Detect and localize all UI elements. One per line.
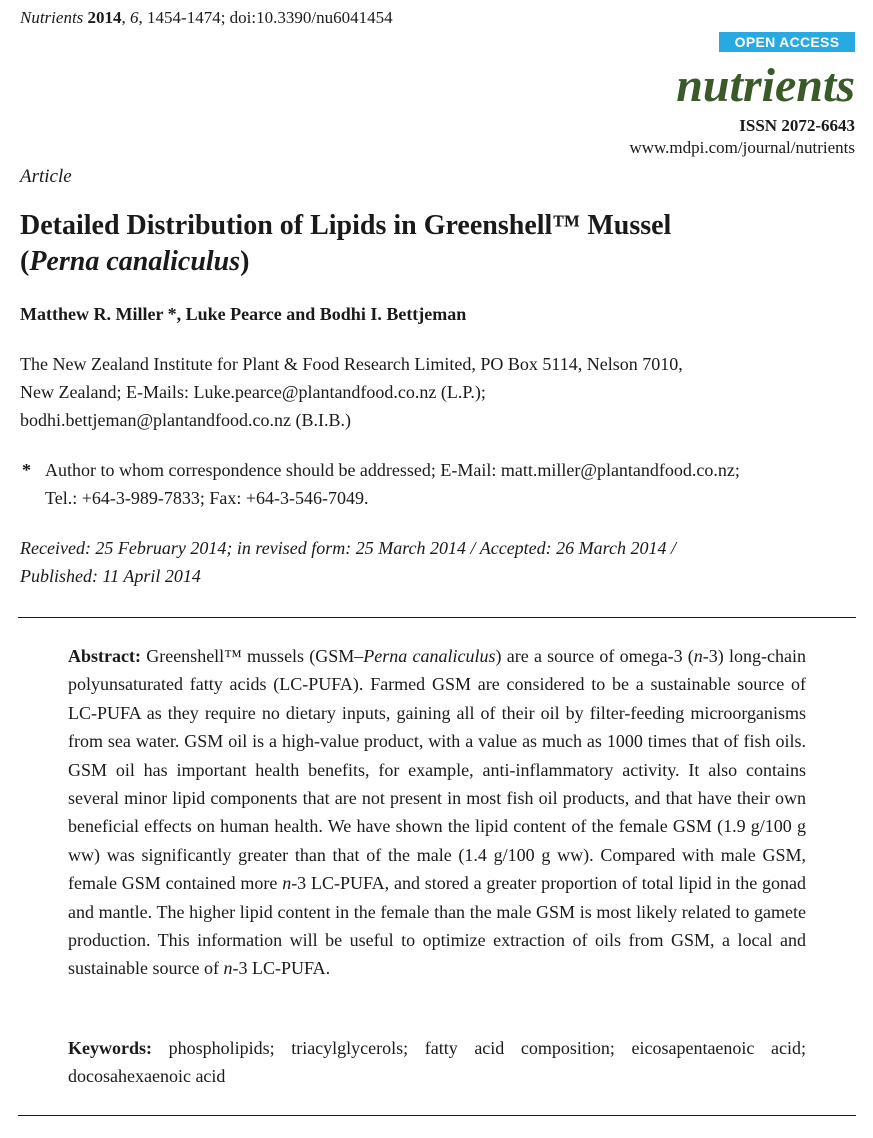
journal-url-link[interactable]: www.mdpi.com/journal/nutrients	[629, 138, 855, 157]
journal-citation: Nutrients 2014, 6, 1454-1474; doi:10.3390/nu6041454	[20, 8, 393, 27]
keywords	[68, 1034, 806, 1090]
issn: ISSN 2072-6643	[739, 116, 855, 135]
affiliation	[20, 350, 860, 434]
journal-logo: nutrients	[676, 59, 855, 112]
abstract	[68, 642, 806, 983]
publication-dates	[20, 534, 676, 590]
abstract-species: Perna canaliculus	[363, 646, 496, 666]
correspondence-line: Tel.: +64-3-989-7833; Fax: +64-3-546-7049.	[45, 488, 369, 508]
journal-volume: 6	[130, 8, 139, 27]
dates-line: Received: 25 February 2014; in revised form: 25 March 2014 / Accepted: 26 March 2014 /	[20, 538, 676, 558]
open-access-badge: OPEN ACCESS	[719, 32, 855, 52]
affiliation-line: New Zealand; E-Mails: Luke.pearce@plantandfood.co.nz (L.P.);	[20, 382, 486, 402]
title-line-1: Detailed Distribution of Lipids in Greenshell™ Mussel	[20, 210, 672, 241]
journal-year: 2014	[87, 8, 122, 27]
abstract-n: n	[282, 873, 292, 894]
journal-name: Nutrients	[20, 8, 84, 27]
abstract-text: ) are a source of omega-3 (	[495, 646, 694, 666]
abstract-text: Greenshell™ mussels (GSM–	[140, 646, 364, 666]
affiliation-line: The New Zealand Institute for Plant & Food Research Limited, PO Box 5114, Nelson 7010,	[20, 354, 683, 374]
abstract-label: Abstract:	[68, 646, 141, 666]
authors: Matthew R. Miller *, Luke Pearce and Bodhi I. Bettjeman	[20, 304, 467, 324]
correspondence-star: *	[22, 460, 31, 480]
divider-top	[18, 617, 856, 618]
abstract-text: -3 LC-PUFA.	[232, 958, 331, 979]
abstract-text: -3) long-chain polyunsaturated fatty acids (LC-PUFA). Farmed GSM are considered to be a sustainable source of LC-PUFA as they require no dietary inputs, gaining all of their oil by filter-feeding microorganisms from sea water. GSM oil is a high-value product, with a value as much as 1000 times that of fish oils. GSM oil has important health benefits, for example, anti-inflammatory activity. It also contains several minor lipid components that are not present in most fish oil products, and that have their own beneficial effects on human health. We have shown the lipid content of the female GSM (1.9 g/100 g ww) was significantly greater than that of the male (1.4 g/100 g ww). Compared with male GSM, female GSM contained more	[68, 646, 806, 894]
keywords-text: phospholipids; triacylglycerols; fatty acid composition; eicosapentaenoic acid; docosahexaenoic acid	[68, 1038, 806, 1086]
article-type: Article	[20, 166, 72, 187]
title-close-paren: )	[240, 246, 250, 277]
title-species: Perna canaliculus	[29, 246, 241, 277]
abstract-text: -3 LC-PUFA, and stored a greater proportion of total lipid in the gonad and mantle. The higher lipid content in the female than the male GSM is most likely related to gamete production. This information will be useful to optimize extraction of oils from GSM, a local and sustainable source of	[68, 873, 806, 979]
affiliation-line: bodhi.bettjeman@plantandfood.co.nz (B.I.B.)	[20, 410, 351, 430]
dates-line: Published: 11 April 2014	[20, 566, 201, 586]
correspondence-line: Author to whom correspondence should be addressed; E-Mail: matt.miller@plantandfood.co.nz;	[45, 460, 740, 480]
correspondence	[20, 456, 860, 512]
keywords-label: Keywords:	[68, 1038, 152, 1058]
abstract-n: n	[223, 958, 233, 979]
article-title	[20, 208, 850, 280]
title-open-paren: (	[20, 246, 30, 277]
divider-bottom	[18, 1115, 856, 1116]
pages-doi[interactable]: 1454-1474; doi:10.3390/nu6041454	[147, 8, 393, 27]
abstract-n: n	[693, 646, 703, 666]
